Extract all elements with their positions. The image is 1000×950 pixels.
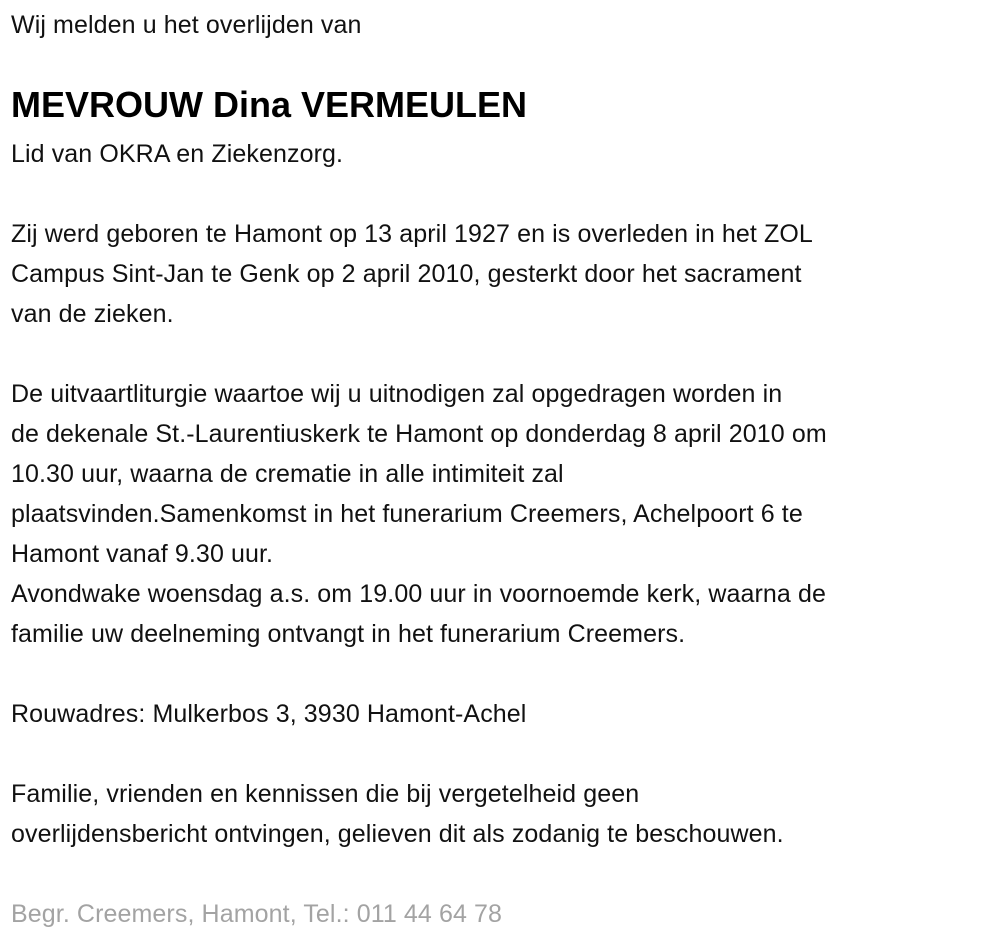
paragraph-line: Zij werd geboren te Hamont op 13 april 1927 en is overleden in het ZOL [11,220,813,248]
funeral-home-contact: Begr. Creemers, Hamont, Tel.: 011 44 64 78 [11,900,503,928]
paragraph-line: Campus Sint-Jan te Genk op 2 april 2010, gesterkt door het sacrament [11,260,802,288]
deceased-name: MEVROUW Dina VERMEULEN [11,84,528,125]
paragraph-line: 10.30 uur, waarna de crematie in alle intimiteit zal [11,460,564,488]
intro-text: Wij melden u het overlijden van [11,11,362,39]
paragraph-line: Avondwake woensdag a.s. om 19.00 uur in voornoemde kerk, waarna de [11,580,826,608]
membership-paragraph [11,134,343,174]
mourning-address: Rouwadres: Mulkerbos 3, 3930 Hamont-Achel [11,700,527,728]
paragraph-line: de dekenale St.-Laurentiuskerk te Hamont op donderdag 8 april 2010 om [11,420,827,448]
funeral-details-paragraph [11,374,827,654]
funeral-home-footer [11,894,502,934]
paragraph-line: De uitvaartliturgie waartoe wij u uitnodigen zal opgedragen worden in [11,380,783,408]
paragraph-line: Hamont vanaf 9.30 uur. [11,540,274,568]
birth-death-paragraph [11,214,813,334]
paragraph-line: van de zieken. [11,300,174,328]
membership-text: Lid van OKRA en Ziekenzorg. [11,140,344,168]
notice-paragraph [11,774,784,854]
paragraph-line: familie uw deelneming ontvangt in het funerarium Creemers. [11,620,686,648]
paragraph-line: overlijdensbericht ontvingen, gelieven dit als zodanig te beschouwen. [11,820,784,848]
paragraph-line: plaatsvinden.Samenkomst in het funerarium Creemers, Achelpoort 6 te [11,500,803,528]
paragraph-line: Familie, vrienden en kennissen die bij vergetelheid geen [11,780,640,808]
mourning-address-paragraph [11,694,526,734]
